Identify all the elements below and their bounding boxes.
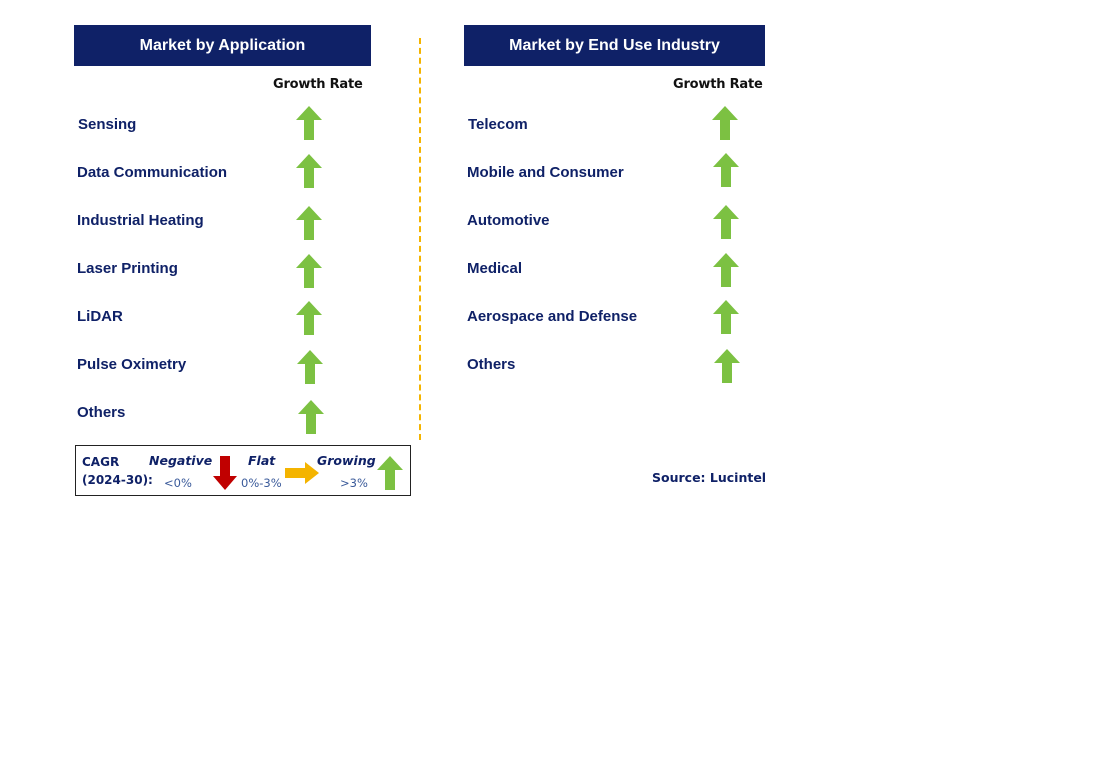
up-arrow-icon (296, 254, 322, 288)
application-label-sensing: Sensing (78, 116, 137, 133)
up-arrow-icon (298, 400, 324, 434)
up-arrow-icon (713, 205, 739, 239)
application-label-laser-printing: Laser Printing (77, 260, 178, 277)
application-label-industrial-heating: Industrial Heating (77, 212, 204, 229)
application-label-others: Others (77, 404, 126, 421)
application-label-lidar: LiDAR (77, 308, 123, 325)
legend-growing-label: Growing (317, 453, 376, 468)
legend-flat-label: Flat (248, 453, 276, 468)
application-growth-rate-header: Growth Rate (273, 77, 363, 92)
end-use-label-aerospace-and-defense: Aerospace and Defense (467, 308, 638, 325)
up-arrow-icon (296, 154, 322, 188)
up-arrow-icon (296, 106, 322, 140)
up-arrow-icon (297, 350, 323, 384)
end-use-label-others: Others (467, 356, 516, 373)
up-arrow-icon (296, 206, 322, 240)
end-use-growth-rate-header: Growth Rate (673, 77, 763, 92)
up-arrow-icon (713, 153, 739, 187)
up-arrow-icon (713, 253, 739, 287)
up-arrow-icon (712, 106, 738, 140)
up-arrow-icon (714, 349, 740, 383)
panel-divider (419, 38, 421, 440)
end-use-label-telecom: Telecom (468, 116, 528, 133)
end-use-label-medical: Medical (467, 260, 523, 277)
application-label-pulse-oximetry: Pulse Oximetry (77, 356, 187, 373)
source-label: Source: Lucintel (652, 470, 767, 485)
legend-cagr-period: (2024-30): (82, 473, 153, 487)
end-use-panel-header: Market by End Use Industry (464, 25, 765, 66)
down-arrow-icon (213, 456, 237, 490)
up-arrow-icon (713, 300, 739, 334)
legend-flat-range: 0%-3% (241, 476, 282, 490)
legend-cagr-label: CAGR (82, 455, 120, 469)
legend-growing-range: >3% (340, 476, 368, 490)
cagr-legend (75, 445, 411, 496)
end-use-label-automotive: Automotive (467, 212, 550, 229)
up-arrow-icon (296, 301, 322, 335)
application-panel-header: Market by Application (74, 25, 371, 66)
legend-negative-label: Negative (149, 453, 213, 468)
up-arrow-icon (377, 456, 403, 490)
right-arrow-icon (285, 462, 319, 484)
end-use-label-mobile-and-consumer: Mobile and Consumer (467, 164, 624, 181)
legend-negative-range: <0% (164, 476, 192, 490)
application-label-data-communication: Data Communication (77, 164, 228, 181)
